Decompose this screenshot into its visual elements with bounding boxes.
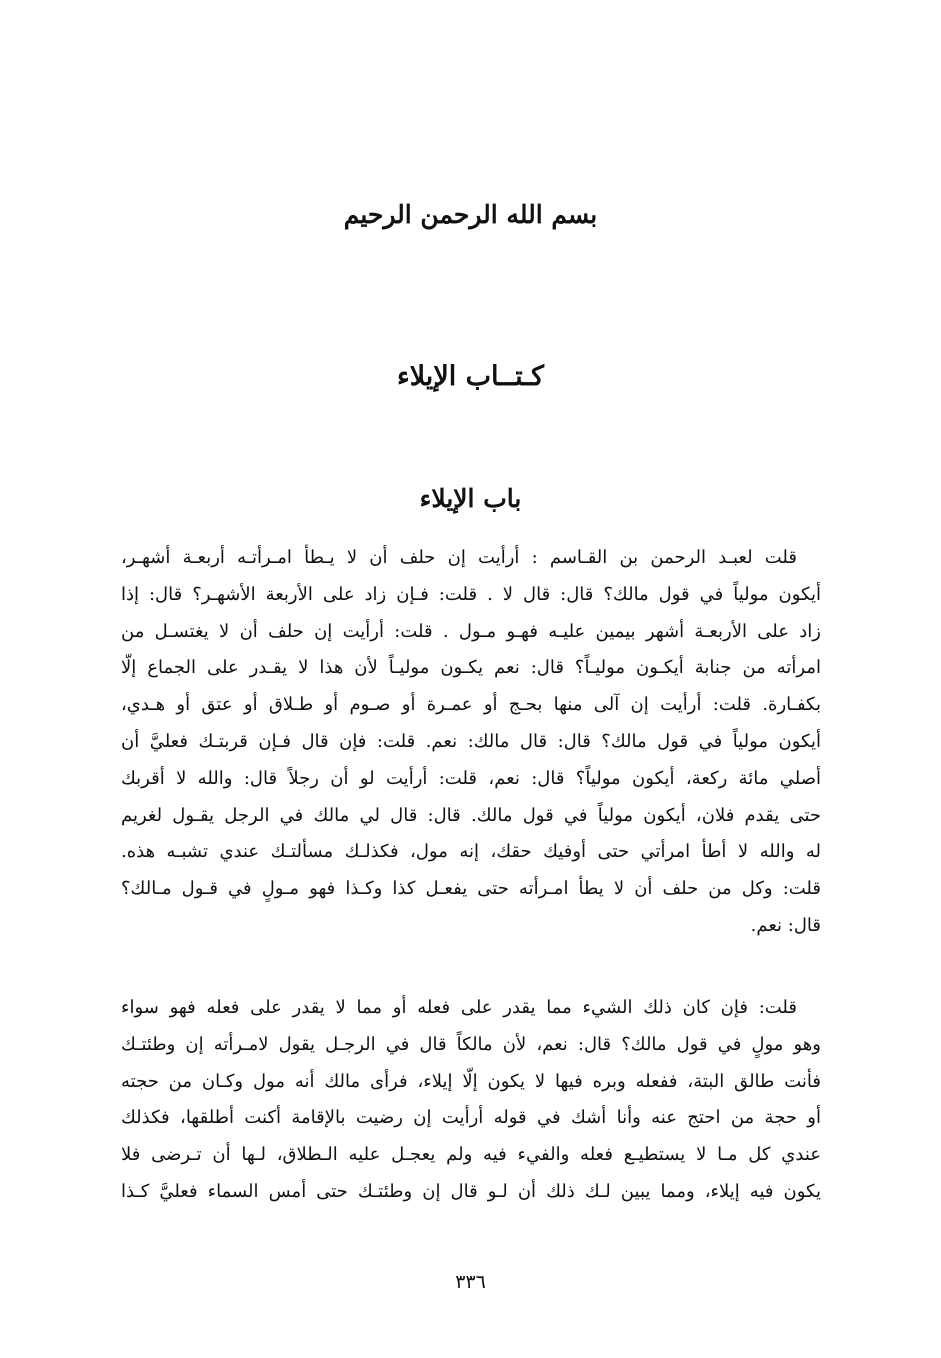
text-line: حتى يقدم فلان، أيكون مولياً في قول مالك. قال: قال لي مالك في الرجل يقـول لغريم [121, 804, 821, 826]
paragraph-1 [121, 540, 821, 945]
text-line: أصلي مائة ركعة، أيكون مولياً؟ قال: نعم، قلت: أرأيت لو أن رجلاً قال: والله لا أقربك [121, 767, 821, 789]
text-line: قال: نعم. [750, 914, 821, 936]
page-number: ٣٣٦ [455, 1271, 486, 1293]
text-line: قلت: فإن كان ذلك الشيء مما يقدر على فعله أو مما لا يقدر على فعله فهو سواء [121, 997, 797, 1018]
text-line: أيكون مولياً في قول مالك؟ قال: قال لا . قلت: فـإن زاد على الأربعة الأشهـر؟ قال: إذا [121, 583, 821, 605]
text-line: وهو مولٍ في قول مالك؟ قال: نعم، لأن مالكاً قال في الرجـل يقول لامـرأته إن وطئتـك [121, 1033, 821, 1055]
basmala-heading: بسم الله الرحمن الرحيم [343, 200, 598, 229]
text-line: أو حجة من احتج عنه وأنا أشك في قوله أرأيت إن رضيت بالإقامة أكنت أطلقها، فكذلك [121, 1107, 821, 1129]
text-line: عندي كل مـا لا يستطيـع فعله والفيء فيه ولم يعجـل عليه الـطلاق، لـها أن تـرضى فلا [121, 1144, 821, 1166]
paragraph-2 [121, 990, 821, 1211]
text-line: فأنت طالق البتة، ففعله وبره فيها لا يكون إلّا إيلاء، فرأى مالك أنه مول وكـان من حجته [121, 1070, 821, 1092]
text-line: قلت لعبـد الرحمن بن القـاسم : أرأيت إن حلف أن لا يـطأ امـرأتـه أربعـة أشهـر، [121, 547, 797, 568]
book-title: كـتــاب الإيلاء [397, 361, 544, 392]
chapter-title: باب الإيلاء [419, 484, 522, 513]
text-line: له والله لا أطأ امرأتي حتى أوفيك حقك، إنه مول، فكذلـك مسألتـك عندي تشبـه هذه. [121, 841, 821, 863]
text-line: أيكون مولياً في قول مالك؟ قال: قال مالك: نعم. قلت: فإن قال فـإن قربتـك فعليَّ أن [121, 730, 821, 752]
text-line: امرأته من جنابة أيكـون موليـاً؟ قال: نعم يكـون موليـاً لأن هذا لا يقـدر على الجماع إلّا [121, 657, 821, 679]
text-line: قلت: وكل من حلف أن لا يطأ امـرأته حتى يفعـل كذا وكـذا فهو مـولٍ في قـول مـالك؟ [121, 878, 821, 900]
text-line: زاد على الأربعـة أشهر بيمين عليـه فهـو مـول . قلت: أرأيت إن حلف أن لا يغتسـل من [121, 620, 821, 642]
text-line: يكون فيه إيلاء، ومما يبين لـك ذلك أن لـو قال إن وطئتـك حتى أمس السماء فعليَّ كـذا [121, 1180, 821, 1202]
text-line: بكفـارة. قلت: أرأيت إن آلى منها بحـج أو عمـرة أو صـوم أو طـلاق أو عتق أو هـدي، [121, 694, 821, 716]
